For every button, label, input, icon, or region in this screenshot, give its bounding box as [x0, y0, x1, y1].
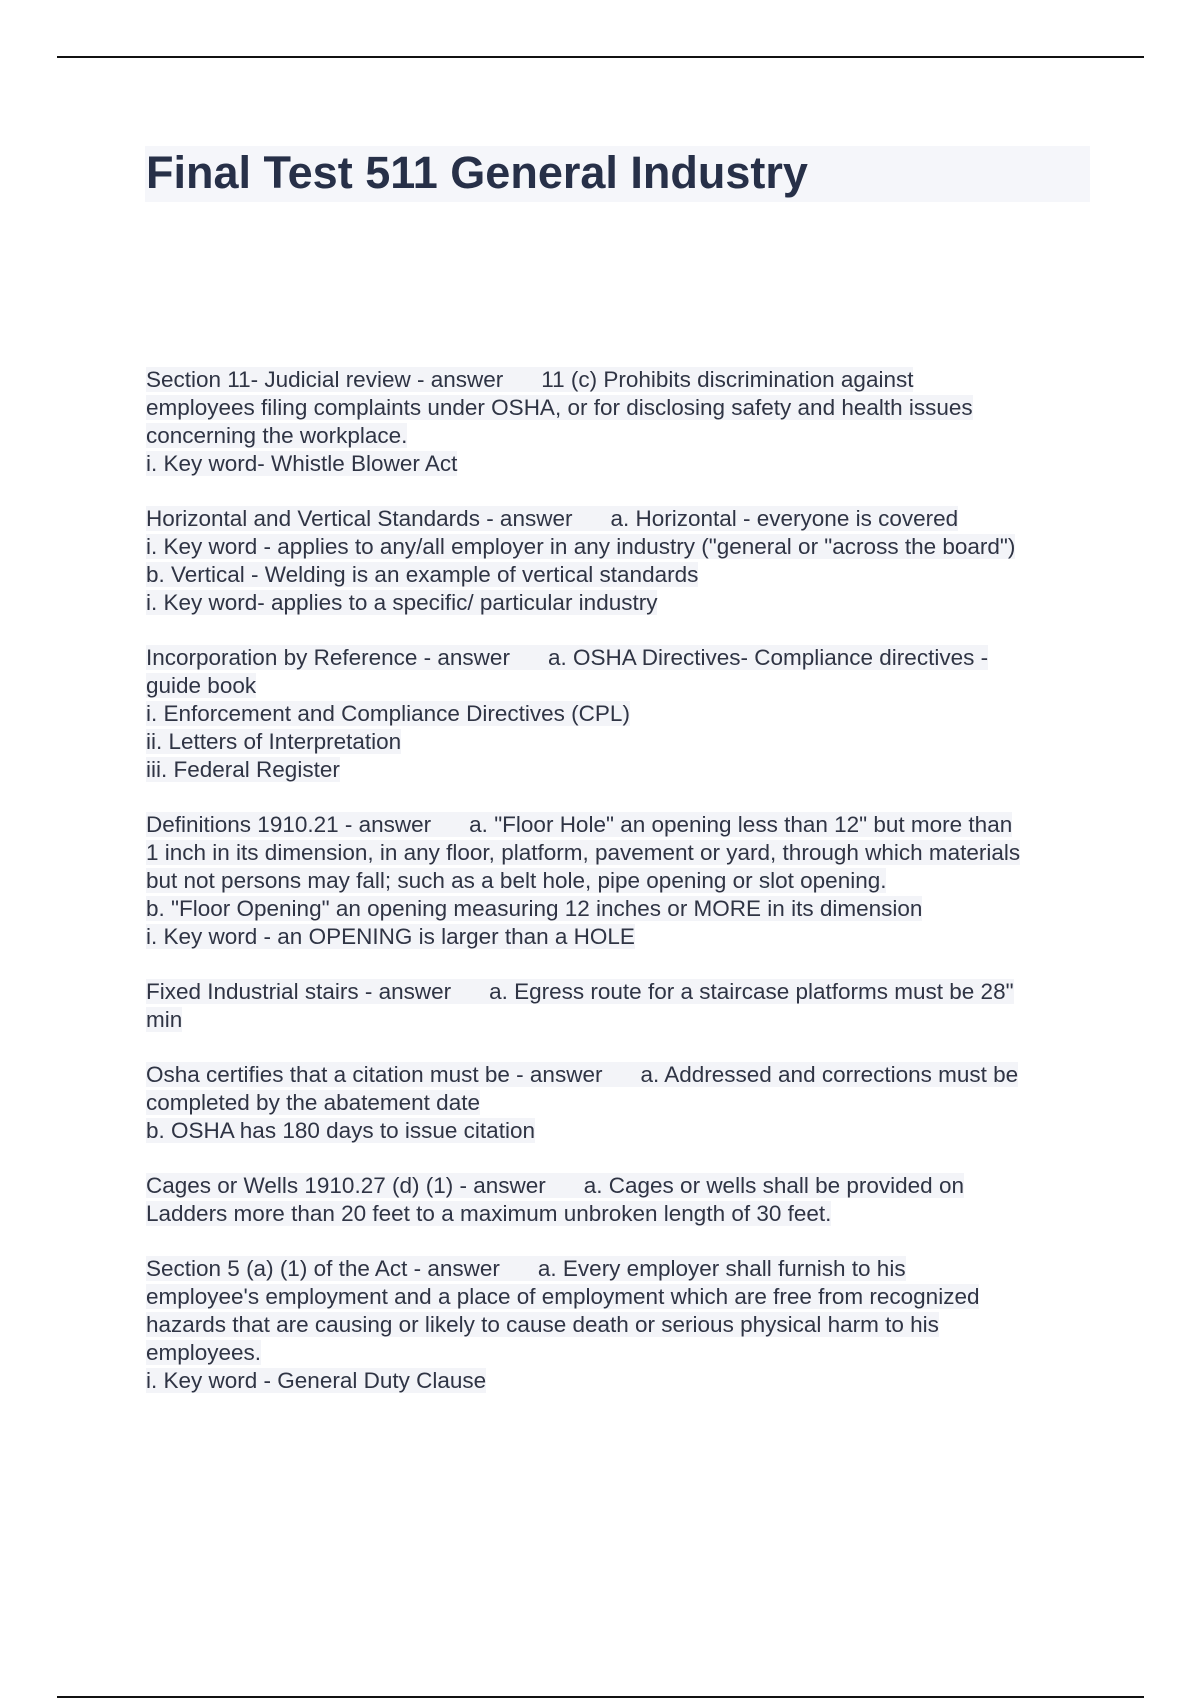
qa-first-line: [146, 811, 1101, 839]
bottom-rule: [57, 1696, 1144, 1698]
qa-first-line: [146, 1061, 1101, 1089]
qa-first-line: [146, 1255, 1101, 1283]
qa-answer-line: i. Key word- applies to a specific/ particular industry: [146, 590, 658, 615]
qa-answer-start: a. Every employer shall furnish to his: [537, 1256, 906, 1281]
qa-answer-start: a. Cages or wells shall be provided on: [583, 1173, 964, 1198]
qa-term: Section 11- Judicial review - answer: [146, 367, 504, 392]
qa-list: [146, 366, 1101, 1422]
qa-answer-line: min: [146, 1007, 183, 1032]
qa-first-line: [146, 505, 1101, 533]
qa-answer-line: employees filing complaints under OSHA, or for disclosing safety and health issues: [146, 395, 973, 420]
qa-term: Incorporation by Reference - answer: [146, 645, 510, 670]
qa-answer-start: a. Horizontal - everyone is covered: [610, 506, 959, 531]
qa-answer-line: employees.: [146, 1340, 262, 1365]
qa-answer-line: b. "Floor Opening" an opening measuring 12 inches or MORE in its dimension: [146, 896, 923, 921]
qa-first-line: [146, 978, 1101, 1006]
qa-answer-start: a. Addressed and corrections must be: [640, 1062, 1019, 1087]
qa-term: Section 5 (a) (1) of the Act - answer: [146, 1256, 500, 1281]
qa-answer-line: i. Key word- Whistle Blower Act: [146, 451, 458, 476]
qa-answer-line: 1 inch in its dimension, in any floor, platform, pavement or yard, through which materials: [146, 840, 1021, 865]
qa-first-line: [146, 1172, 1101, 1200]
qa-answer-line: hazards that are causing or likely to cause death or serious physical harm to his: [146, 1312, 939, 1337]
qa-answer-start: 11 (c) Prohibits discrimination against: [541, 367, 914, 392]
qa-answer-line: i. Key word - an OPENING is larger than a HOLE: [146, 924, 635, 949]
qa-card: [146, 366, 1101, 478]
qa-answer-line: Ladders more than 20 feet to a maximum unbroken length of 30 feet.: [146, 1201, 832, 1226]
qa-card: [146, 644, 1101, 784]
qa-term: Fixed Industrial stairs - answer: [146, 979, 452, 1004]
qa-answer-line: i. Key word - applies to any/all employer in any industry ("general or "across the board"): [146, 534, 1016, 559]
qa-answer-line: i. Enforcement and Compliance Directives (CPL): [146, 701, 630, 726]
qa-answer-line: b. Vertical - Welding is an example of vertical standards: [146, 562, 699, 587]
qa-term: Osha certifies that a citation must be - answer: [146, 1062, 603, 1087]
top-rule: [57, 56, 1144, 58]
document-title: Final Test 511 General Industry: [146, 147, 808, 198]
qa-answer-line: ii. Letters of Interpretation: [146, 729, 402, 754]
qa-answer-line: guide book: [146, 673, 257, 698]
qa-term: Horizontal and Vertical Standards - answer: [146, 506, 573, 531]
qa-answer-line: but not persons may fall; such as a belt hole, pipe opening or slot opening.: [146, 868, 887, 893]
qa-answer-line: employee's employment and a place of employment which are free from recognized: [146, 1284, 980, 1309]
qa-answer-line: concerning the workplace.: [146, 423, 408, 448]
qa-term: Cages or Wells 1910.27 (d) (1) - answer: [146, 1173, 546, 1198]
qa-answer-start: a. "Floor Hole" an opening less than 12" but more than: [469, 812, 1013, 837]
qa-first-line: [146, 644, 1101, 672]
qa-card: [146, 978, 1101, 1034]
qa-answer-line: completed by the abatement date: [146, 1090, 480, 1115]
qa-card: [146, 1061, 1101, 1145]
qa-answer-line: b. OSHA has 180 days to issue citation: [146, 1118, 535, 1143]
qa-first-line: [146, 366, 1101, 394]
qa-answer-start: a. OSHA Directives- Compliance directives -: [547, 645, 989, 670]
qa-card: [146, 811, 1101, 951]
qa-answer-line: iii. Federal Register: [146, 757, 340, 782]
qa-answer-line: i. Key word - General Duty Clause: [146, 1368, 487, 1393]
qa-term: Definitions 1910.21 - answer: [146, 812, 432, 837]
qa-card: [146, 1172, 1101, 1228]
qa-answer-start: a. Egress route for a staircase platforms must be 28": [489, 979, 1014, 1004]
qa-card: [146, 505, 1101, 617]
qa-card: [146, 1255, 1101, 1395]
